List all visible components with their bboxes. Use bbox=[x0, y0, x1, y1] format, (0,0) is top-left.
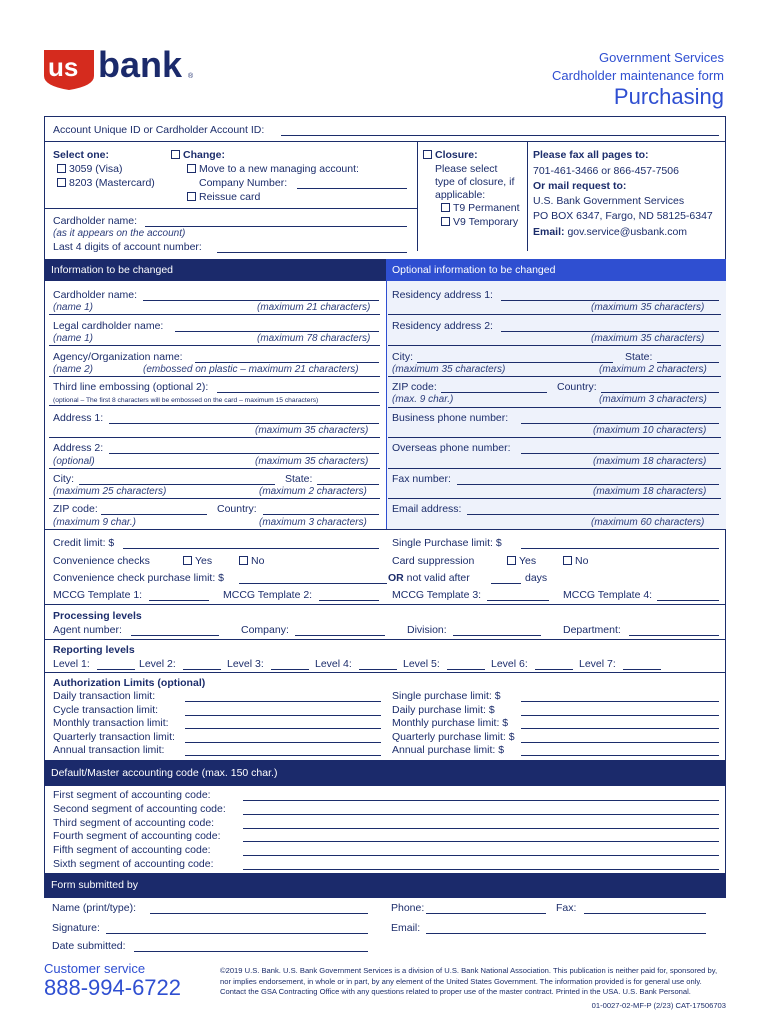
auth-left-input[interactable] bbox=[185, 742, 381, 743]
auth-right-label: Daily purchase limit: $ bbox=[392, 703, 495, 716]
submitter-email-input[interactable] bbox=[426, 933, 706, 934]
legal-name-note: (name 1) bbox=[53, 333, 94, 344]
accounting-segment-label: Fourth segment of accounting code: bbox=[53, 830, 221, 843]
country-label: Country: bbox=[217, 503, 257, 515]
res1-label: Residency address 1: bbox=[392, 289, 493, 301]
zip-max: (maximum 9 char.) bbox=[53, 517, 136, 528]
top-cardholder-name-label: Cardholder name: bbox=[53, 215, 138, 227]
conv-yes-checkbox[interactable] bbox=[183, 556, 192, 565]
city-r-max: (maximum 35 characters) bbox=[392, 364, 506, 375]
company-label: Company: bbox=[241, 624, 289, 636]
country-r-max: (maximum 3 characters) bbox=[599, 394, 707, 405]
v9-checkbox[interactable] bbox=[441, 217, 450, 226]
closure-note3: applicable: bbox=[435, 189, 486, 201]
ophone-label: Overseas phone number: bbox=[392, 442, 511, 454]
reporting-level-input[interactable] bbox=[535, 669, 573, 670]
accounting-segment-input[interactable] bbox=[243, 855, 719, 856]
res2-input[interactable] bbox=[501, 331, 719, 332]
reporting-level-input[interactable] bbox=[359, 669, 397, 670]
email-line: Email: gov.service@usbank.com bbox=[533, 226, 688, 238]
fax-numbers: 701-461-3466 or 866-457-7506 bbox=[533, 165, 679, 177]
department-label: Department: bbox=[563, 624, 621, 636]
fax-input[interactable] bbox=[457, 484, 719, 485]
submitter-phone-input[interactable] bbox=[426, 913, 546, 914]
reporting-level-label: Level 5: bbox=[403, 658, 440, 670]
agency-label: Agency/Organization name: bbox=[53, 351, 183, 363]
address1-max: (maximum 35 characters) bbox=[255, 425, 369, 436]
zip-label: ZIP code: bbox=[53, 503, 98, 515]
credit-limit-input[interactable] bbox=[123, 548, 379, 549]
division-input[interactable] bbox=[453, 635, 541, 636]
svg-text:bank: bank bbox=[98, 44, 183, 85]
bphone-label: Business phone number: bbox=[392, 412, 509, 424]
auth-left-label: Monthly transaction limit: bbox=[53, 717, 169, 729]
city-max: (maximum 25 characters) bbox=[53, 486, 167, 497]
form-code: 01-0027-02-MF-P (2/23) CAT-17506703 bbox=[591, 1001, 726, 1010]
state-max: (maximum 2 characters) bbox=[259, 486, 367, 497]
top-cardholder-name-input[interactable] bbox=[145, 226, 407, 227]
address1-label: Address 1: bbox=[53, 412, 104, 424]
fax-label: Fax number: bbox=[392, 473, 451, 485]
submitter-fax-label: Fax: bbox=[556, 902, 577, 914]
reporting-level-label: Level 4: bbox=[315, 658, 352, 670]
legal-text: ©2019 U.S. Bank. U.S. Bank Government Services is a division of U.S. Bank National Association. This publication is neither paid for, sponsored by, nor implies endorsement, in whole or in part, by any element of the United States Government. The information provided is for general use only. Contact the GSA Contracting Office with any questions related to proper use of the master contract. Printed in the USA. U.S. Bank Personal. bbox=[220, 966, 718, 996]
zip-r-label: ZIP code: bbox=[392, 381, 437, 393]
svg-text:us: us bbox=[48, 52, 79, 82]
accounting-segment-label: Second segment of accounting code: bbox=[53, 802, 226, 815]
fax-title: Please fax all pages to: bbox=[533, 149, 649, 161]
auth-right-label: Quarterly purchase limit: $ bbox=[392, 730, 515, 743]
mccg3-input[interactable] bbox=[487, 600, 549, 601]
ch-name-input[interactable] bbox=[143, 300, 379, 301]
visa-checkbox[interactable] bbox=[57, 164, 66, 173]
credit-limit-label: Credit limit: $ bbox=[53, 537, 115, 549]
card-suppression-label: Card suppression bbox=[392, 555, 475, 567]
accounting-segment-label: Third segment of accounting code: bbox=[53, 816, 215, 829]
res2-label: Residency address 2: bbox=[392, 320, 493, 332]
auth-right-input[interactable] bbox=[521, 728, 719, 729]
country-r-label: Country: bbox=[557, 381, 597, 393]
country-r-input[interactable] bbox=[601, 392, 719, 393]
auth-left-label: Annual transaction limit: bbox=[53, 744, 165, 756]
mastercard-option[interactable]: 8203 (Mastercard) bbox=[57, 177, 155, 189]
country-input[interactable] bbox=[263, 514, 379, 515]
zip-r-max: (max. 9 char.) bbox=[392, 394, 454, 405]
reporting-level-input[interactable] bbox=[623, 669, 661, 670]
mccg1-input[interactable] bbox=[149, 600, 209, 601]
city-input[interactable] bbox=[79, 484, 275, 485]
auth-right-input[interactable] bbox=[521, 742, 719, 743]
mccg4-label: MCCG Template 4: bbox=[563, 589, 653, 601]
conv-purchase-input[interactable] bbox=[239, 583, 387, 584]
accounting-segment-label: Sixth segment of accounting code: bbox=[53, 858, 214, 870]
auth-left-label: Cycle transaction limit: bbox=[53, 703, 159, 716]
reporting-level-label: Level 1: bbox=[53, 658, 90, 670]
t9-checkbox[interactable] bbox=[441, 203, 450, 212]
auth-left-input[interactable] bbox=[185, 715, 381, 716]
agency-input[interactable] bbox=[195, 362, 379, 363]
days-input[interactable] bbox=[491, 583, 521, 584]
mccg2-label: MCCG Template 2: bbox=[223, 589, 313, 601]
company-number-input[interactable] bbox=[297, 188, 407, 189]
reissue-checkbox[interactable] bbox=[187, 192, 196, 201]
legal-name-label: Legal cardholder name: bbox=[53, 320, 164, 332]
reporting-level-input[interactable] bbox=[97, 669, 135, 670]
submitter-name-label: Name (print/type): bbox=[52, 902, 137, 914]
auth-left-input[interactable] bbox=[185, 728, 381, 729]
conv-purchase-label: Convenience check purchase limit: $ bbox=[53, 572, 225, 584]
submitter-fax-input[interactable] bbox=[584, 913, 706, 914]
supp-no-checkbox[interactable] bbox=[563, 556, 572, 565]
date-input[interactable] bbox=[134, 951, 368, 952]
company-input[interactable] bbox=[295, 635, 385, 636]
accounting-segment-input[interactable] bbox=[243, 828, 719, 829]
country-max: (maximum 3 characters) bbox=[259, 517, 367, 528]
auth-right-input[interactable] bbox=[521, 715, 719, 716]
mail-title: Or mail request to: bbox=[533, 180, 627, 192]
city-r-input[interactable] bbox=[417, 362, 613, 363]
accounting-segment-input[interactable] bbox=[243, 841, 719, 842]
reporting-level-label: Level 3: bbox=[227, 658, 264, 670]
address2-note: (optional) bbox=[53, 456, 95, 467]
state-r-max: (maximum 2 characters) bbox=[599, 364, 707, 375]
third-line-note: (optional – The first 8 characters will be embossed on the card – maximum 15 characters) bbox=[53, 397, 319, 404]
division-label: Division: bbox=[407, 624, 447, 636]
conv-checks-label: Convenience checks bbox=[53, 555, 150, 567]
email-addr-input[interactable] bbox=[467, 514, 719, 515]
bphone-max: (maximum 10 characters) bbox=[593, 425, 707, 436]
days-label: days bbox=[525, 572, 548, 584]
account-id-label: Account Unique ID or Cardholder Account ID: bbox=[53, 124, 265, 136]
supp-yes-option[interactable]: Yes bbox=[507, 555, 536, 567]
page-title: Purchasing bbox=[613, 84, 724, 109]
change-checkbox[interactable] bbox=[171, 150, 180, 159]
res1-input[interactable] bbox=[501, 300, 719, 301]
accounting-segment-label: Fifth segment of accounting code: bbox=[53, 844, 211, 857]
closure-note1: Please select bbox=[435, 163, 498, 175]
auth-left-input[interactable] bbox=[185, 755, 381, 756]
third-line-label: Third line embossing (optional 2): bbox=[53, 381, 209, 393]
accounting-segment-input[interactable] bbox=[243, 814, 719, 815]
mccg4-input[interactable] bbox=[657, 600, 719, 601]
state-label: State: bbox=[285, 473, 313, 485]
email-addr-max: (maximum 60 characters) bbox=[591, 517, 705, 528]
mccg2-input[interactable] bbox=[319, 600, 379, 601]
t9-option[interactable]: T9 Permanent bbox=[441, 202, 520, 214]
zip-r-input[interactable] bbox=[441, 392, 547, 393]
auth-right-label: Monthly purchase limit: $ bbox=[392, 717, 509, 729]
auth-left-input[interactable] bbox=[185, 701, 381, 702]
auth-right-label: Annual purchase limit: $ bbox=[392, 744, 505, 756]
form-box bbox=[44, 116, 726, 898]
single-purchase-input[interactable] bbox=[521, 548, 719, 549]
bphone-input[interactable] bbox=[521, 423, 719, 424]
auth-right-input[interactable] bbox=[521, 701, 719, 702]
address2-max: (maximum 35 characters) bbox=[255, 456, 369, 467]
authorization-title: Authorization Limits (optional) bbox=[53, 677, 206, 689]
single-purchase-label: Single Purchase limit: $ bbox=[392, 537, 502, 549]
header-line2: Cardholder maintenance form bbox=[552, 68, 724, 83]
reporting-title: Reporting levels bbox=[53, 644, 135, 656]
reporting-level-label: Level 2: bbox=[139, 658, 176, 670]
move-option[interactable]: Move to a new managing account: bbox=[187, 163, 359, 175]
auth-right-label: Single purchase limit: $ bbox=[392, 690, 501, 702]
closure-note2: type of closure, if bbox=[435, 176, 515, 188]
ch-name-note: (name 1) bbox=[53, 302, 94, 313]
submitter-phone-label: Phone: bbox=[391, 902, 425, 914]
address1-input[interactable] bbox=[109, 423, 379, 424]
reporting-level-input[interactable] bbox=[447, 669, 485, 670]
conv-yes-option[interactable]: Yes bbox=[183, 555, 212, 567]
address2-label: Address 2: bbox=[53, 442, 104, 454]
closure-option[interactable]: Closure: bbox=[423, 149, 478, 161]
city-r-label: City: bbox=[392, 351, 413, 363]
ophone-max: (maximum 18 characters) bbox=[593, 456, 707, 467]
conv-no-checkbox[interactable] bbox=[239, 556, 248, 565]
usbank-logo bbox=[44, 44, 196, 90]
city-label: City: bbox=[53, 473, 74, 485]
cs-phone: 888-994-6722 bbox=[44, 975, 182, 1000]
ch-name-max: (maximum 21 characters) bbox=[257, 302, 371, 313]
reissue-option[interactable]: Reissue card bbox=[187, 191, 260, 203]
auth-right-input[interactable] bbox=[521, 755, 719, 756]
department-input[interactable] bbox=[629, 635, 719, 636]
processing-title: Processing levels bbox=[53, 610, 142, 622]
header-line1: Government Services bbox=[599, 50, 724, 65]
as-appears-note: (as it appears on the account) bbox=[53, 228, 186, 239]
company-number-label: Company Number: bbox=[199, 177, 288, 189]
cs-label: Customer service bbox=[44, 961, 146, 976]
conv-no-option[interactable]: No bbox=[239, 555, 264, 567]
mail-address2: PO BOX 6347, Fargo, ND 58125-6347 bbox=[533, 210, 713, 222]
address2-input[interactable] bbox=[109, 453, 379, 454]
state-r-label: State: bbox=[625, 351, 653, 363]
change-option[interactable]: Change: bbox=[171, 149, 225, 161]
legal-name-input[interactable] bbox=[175, 331, 379, 332]
submitter-name-input[interactable] bbox=[150, 913, 368, 914]
last4-input[interactable] bbox=[217, 252, 407, 253]
submitted-bar: Form submitted by bbox=[45, 873, 726, 898]
accounting-segment-label: First segment of accounting code: bbox=[53, 789, 211, 801]
res1-max: (maximum 35 characters) bbox=[591, 302, 705, 313]
mail-address1: U.S. Bank Government Services bbox=[533, 195, 685, 207]
submitter-email-label: Email: bbox=[391, 922, 421, 934]
reporting-level-label: Level 6: bbox=[491, 658, 528, 670]
fax-max: (maximum 18 characters) bbox=[593, 486, 707, 497]
v9-option[interactable]: V9 Temporary bbox=[441, 216, 518, 228]
select-one-label: Select one: bbox=[53, 149, 110, 161]
mastercard-checkbox[interactable] bbox=[57, 178, 66, 187]
ophone-input[interactable] bbox=[521, 453, 719, 454]
agency-note: (name 2) bbox=[53, 364, 94, 375]
accounting-bar: Default/Master accounting code (max. 150 char.) bbox=[45, 760, 726, 786]
visa-option[interactable]: 3059 (Visa) bbox=[57, 163, 123, 175]
zip-input[interactable] bbox=[101, 514, 207, 515]
account-id-input[interactable] bbox=[281, 135, 719, 136]
state-input[interactable] bbox=[317, 484, 379, 485]
res2-max: (maximum 35 characters) bbox=[591, 333, 705, 344]
closure-checkbox[interactable] bbox=[423, 150, 432, 159]
signature-label: Signature: bbox=[52, 922, 100, 934]
agency-max: (embossed on plastic – maximum 21 characters) bbox=[143, 364, 359, 375]
reporting-level-input[interactable] bbox=[183, 669, 221, 670]
auth-left-label: Quarterly transaction limit: bbox=[53, 730, 175, 743]
supp-yes-checkbox[interactable] bbox=[507, 556, 516, 565]
agent-input[interactable] bbox=[131, 635, 219, 636]
auth-left-label: Daily transaction limit: bbox=[53, 690, 156, 702]
agent-label: Agent number: bbox=[53, 624, 122, 636]
legal-name-max: (maximum 78 characters) bbox=[257, 333, 371, 344]
not-valid-line: OR not valid after bbox=[388, 572, 470, 584]
accounting-segment-input[interactable] bbox=[243, 800, 719, 801]
state-r-input[interactable] bbox=[657, 362, 719, 363]
ch-name-label: Cardholder name: bbox=[53, 289, 138, 301]
date-label: Date submitted: bbox=[52, 940, 126, 952]
move-checkbox[interactable] bbox=[187, 164, 196, 173]
third-line-input[interactable] bbox=[217, 392, 379, 393]
mccg3-label: MCCG Template 3: bbox=[392, 589, 482, 601]
reporting-level-input[interactable] bbox=[271, 669, 309, 670]
last4-label: Last 4 digits of account number: bbox=[53, 241, 202, 253]
info-bar-right: Optional information to be changed bbox=[386, 259, 726, 281]
mccg1-label: MCCG Template 1: bbox=[53, 589, 143, 601]
email-addr-label: Email address: bbox=[392, 503, 462, 515]
accounting-segment-input[interactable] bbox=[243, 869, 719, 870]
info-bar-left: Information to be changed bbox=[45, 259, 386, 281]
svg-text:®: ® bbox=[188, 73, 194, 80]
reporting-level-label: Level 7: bbox=[579, 658, 616, 670]
supp-no-option[interactable]: No bbox=[563, 555, 588, 567]
signature-input[interactable] bbox=[106, 933, 368, 934]
